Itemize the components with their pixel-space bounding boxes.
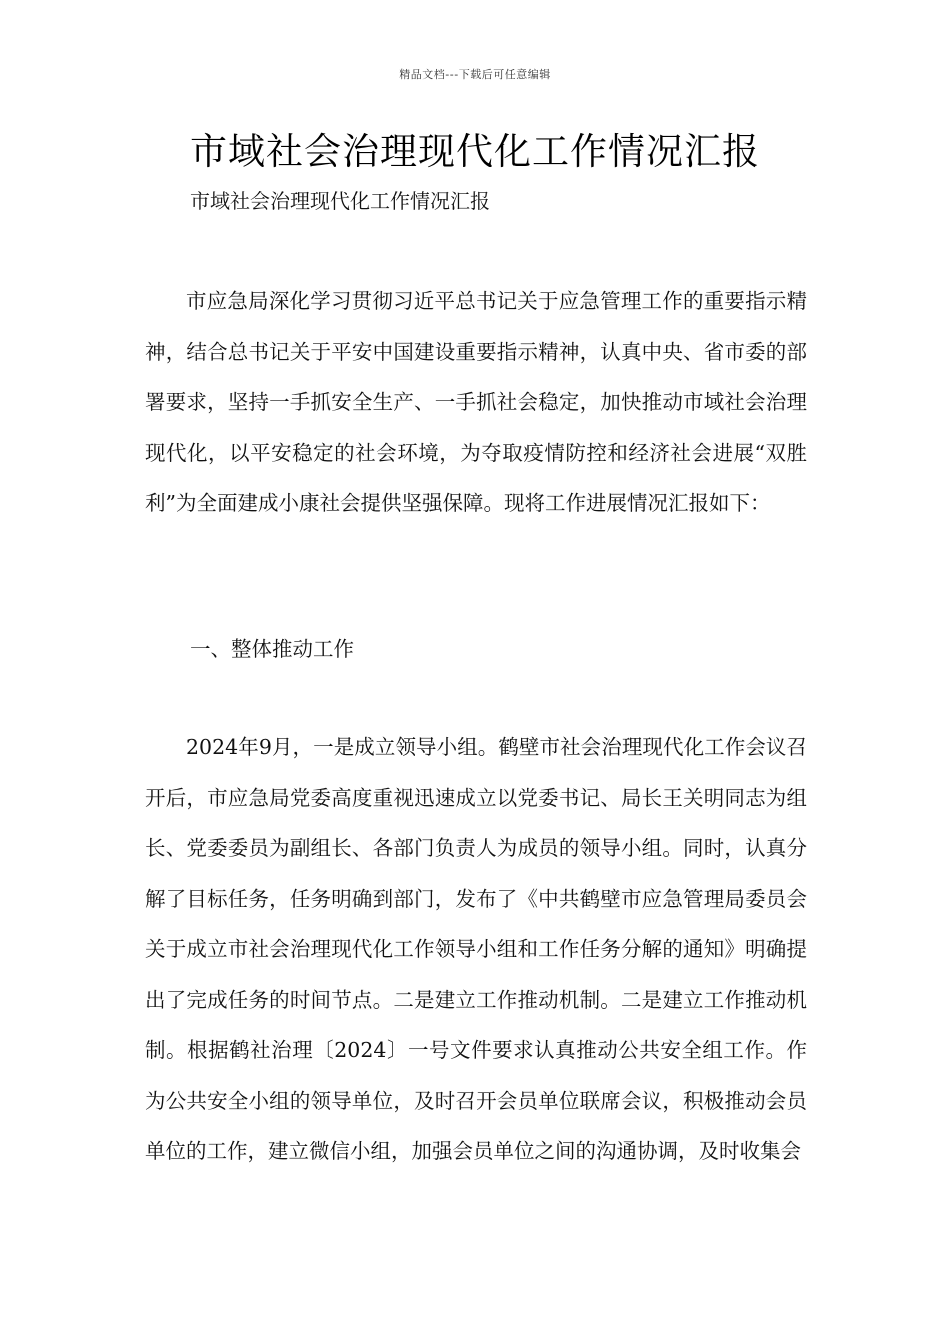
paragraph-text: 市应急局深化学习贯彻习近平总书记关于应急管理工作的重要指示精神，结合总书记关于平安中国建设重要指示精神，认真中央、省市委的部署要求，坚持一手抓安全生产、一手抓社会稳定，加快推动市域社会治理现代化，以平安稳定的社会环境，为夺取疫情防控和经济社会进展“双胜利”为全面建成小康社会提供坚强保障。现将工作进展情况汇报如下： bbox=[145, 289, 807, 515]
body-paragraph bbox=[145, 276, 807, 529]
header-note: 精品文档---下载后可任意编辑 bbox=[399, 68, 551, 81]
section-heading: 一、整体推动工作 bbox=[190, 637, 354, 661]
paragraph-text: 2024年9月，一是成立领导小组。鹤壁市社会治理现代化工作会议召开后，市应急局党委高度重视迅速成立以党委书记、局长王关明同志为组长、党委委员为副组长、各部门负责人为成员的领导小组。同时，认真分解了目标任务，任务明确到部门，发布了《中共鹤壁市应急管理局委员会关于成立市社会治理现代化工作领导小组和工作任务分解的通知》明确提出了完成任务的时间节点。二是建立工作推动机制。二是建立工作推动机制。根据鹤社治理〔2024〕一号文件要求认真推动公共安全组工作。作为公共安全小组的领导单位，及时召开会员单位联席会议，积极推动会员单位的工作，建立微信小组，加强会员单位之间的沟通协调，及时收集会 bbox=[145, 735, 807, 1163]
body-paragraph bbox=[145, 722, 807, 1177]
document-subtitle: 市域社会治理现代化工作情况汇报 bbox=[190, 189, 490, 213]
document-title: 市域社会治理现代化工作情况汇报 bbox=[190, 130, 760, 173]
